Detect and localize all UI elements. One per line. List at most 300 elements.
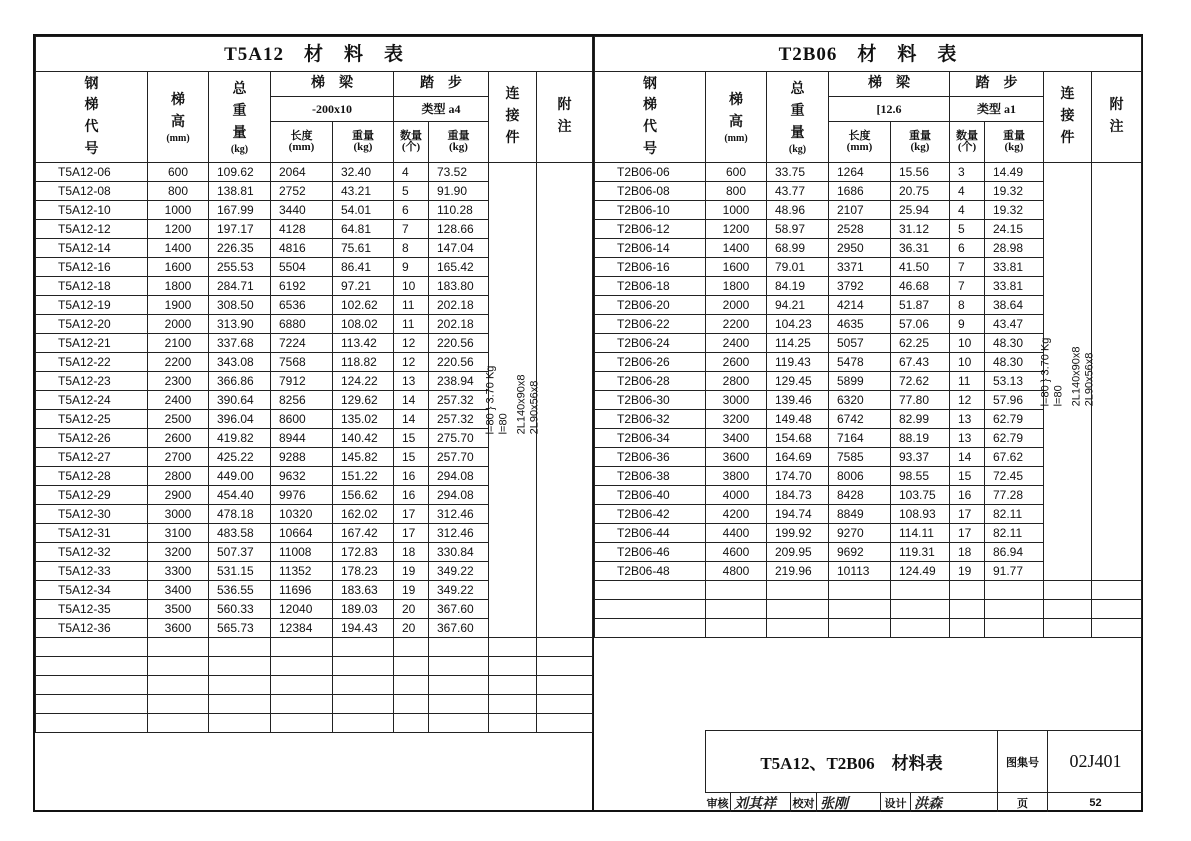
cell-qty: 19	[394, 581, 429, 600]
cell-beam_len: 7224	[271, 334, 333, 353]
cell-beam_len: 4635	[829, 315, 891, 334]
header-conn-text-char: 接	[1060, 109, 1075, 125]
cell-qty: 11	[950, 372, 985, 391]
cell-qty: 19	[394, 562, 429, 581]
cell-beam_len: 4128	[271, 220, 333, 239]
cell-beam_len: 6742	[829, 410, 891, 429]
cell-total: 560.33	[209, 600, 271, 619]
cell-total: 478.18	[209, 505, 271, 524]
cell-beam_wt: 15.56	[891, 163, 950, 182]
cell-beam_len: 8428	[829, 486, 891, 505]
header-conn-text-char: 件	[1060, 130, 1075, 146]
header-total-weight	[767, 72, 829, 163]
cell-height: 1000	[148, 201, 209, 220]
cell-code: T5A12-14	[36, 239, 148, 258]
cell-step_wt: 183.80	[429, 277, 489, 296]
page-number: 52	[1089, 796, 1102, 809]
cell-beam_wt: 183.63	[333, 581, 394, 600]
cell-code: T2B06-36	[595, 448, 706, 467]
cell-beam_len: 2064	[271, 163, 333, 182]
cell-total	[209, 695, 271, 714]
header-code-text-char: 代	[643, 120, 657, 135]
table-title: T5A12 材 料 表	[36, 37, 593, 72]
cell-height: 4800	[706, 562, 767, 581]
cell-beam_len: 2107	[829, 201, 891, 220]
cell-step_wt: 91.90	[429, 182, 489, 201]
cell-step_wt: 257.32	[429, 410, 489, 429]
cell-code: T5A12-33	[36, 562, 148, 581]
cell-height: 2200	[706, 315, 767, 334]
header-code-text-char: 梯	[84, 98, 99, 114]
header-code-text-char: 代	[84, 120, 99, 135]
cell-total: 167.99	[209, 201, 271, 220]
header-note-text	[1110, 95, 1124, 138]
cell-code: T2B06-30	[595, 391, 706, 410]
cell-height: 1200	[706, 220, 767, 239]
cell-beam_wt	[333, 638, 394, 657]
cell-height: 800	[148, 182, 209, 201]
header-connector	[489, 72, 537, 163]
cell-height: 3300	[148, 562, 209, 581]
cell-beam_wt: 36.31	[891, 239, 950, 258]
header-step: 踏 步	[950, 72, 1044, 97]
cell-qty: 14	[394, 410, 429, 429]
header-height	[148, 72, 209, 163]
title-block-title: T5A12、T2B06 材料表	[705, 730, 998, 792]
cell-beam_len: 3440	[271, 201, 333, 220]
header-beam-length	[271, 122, 333, 163]
cell-height: 3000	[706, 391, 767, 410]
cell-beam_wt: 62.25	[891, 334, 950, 353]
connector-line2: l=80	[1051, 384, 1064, 406]
cell-beam_wt: 82.99	[891, 410, 950, 429]
header-code-text-char: 钢	[643, 76, 657, 92]
header-step-weight-label: 重量	[1003, 130, 1025, 142]
cell-code: T5A12-06	[36, 163, 148, 182]
cell-code	[36, 695, 148, 714]
cell-beam_wt: 172.83	[333, 543, 394, 562]
header-height-unit: (mm)	[724, 132, 748, 144]
cell-height: 600	[148, 163, 209, 182]
cell-height: 2500	[148, 410, 209, 429]
cell-beam_wt: 46.68	[891, 277, 950, 296]
cell-beam_len	[271, 714, 333, 733]
cell-note	[537, 714, 593, 733]
cell-code: T5A12-16	[36, 258, 148, 277]
cell-note	[1092, 581, 1142, 600]
cell-code: T5A12-30	[36, 505, 148, 524]
cell-beam_wt	[333, 657, 394, 676]
cell-beam_wt: 88.19	[891, 429, 950, 448]
header-code	[595, 72, 706, 163]
cell-beam_wt: 102.62	[333, 296, 394, 315]
cell-step_wt: 82.11	[985, 505, 1044, 524]
cell-step_wt: 147.04	[429, 239, 489, 258]
cell-beam_len: 5478	[829, 353, 891, 372]
cell-step_wt	[429, 657, 489, 676]
cell-qty: 7	[950, 258, 985, 277]
header-step-weight	[429, 122, 489, 163]
cell-code: T2B06-20	[595, 296, 706, 315]
cell-code: T2B06-08	[595, 182, 706, 201]
cell-beam_wt: 151.22	[333, 467, 394, 486]
cell-qty: 17	[394, 524, 429, 543]
header-note-text-char: 附	[1109, 98, 1124, 114]
cell-code: T2B06-46	[595, 543, 706, 562]
header-conn-text	[1061, 84, 1075, 149]
cell-beam_len: 9632	[271, 467, 333, 486]
cell-height: 2100	[148, 334, 209, 353]
cell-total: 366.86	[209, 372, 271, 391]
header-step-qty-label: 数量	[400, 130, 422, 142]
cell-step_wt: 38.64	[985, 296, 1044, 315]
cell-qty: 10	[950, 353, 985, 372]
cell-height: 4600	[706, 543, 767, 562]
cell-height	[148, 714, 209, 733]
cell-qty	[950, 581, 985, 600]
cell-step_wt	[429, 695, 489, 714]
header-weight-unit: (kg)	[230, 143, 249, 155]
header-note	[537, 72, 593, 163]
header-note-text	[558, 95, 572, 138]
cell-qty	[394, 695, 429, 714]
cell-total: 308.50	[209, 296, 271, 315]
cell-total: 343.08	[209, 353, 271, 372]
cell-step_wt: 330.84	[429, 543, 489, 562]
cell-qty: 16	[394, 467, 429, 486]
cell-beam_wt: 114.11	[891, 524, 950, 543]
cell-beam_len: 7912	[271, 372, 333, 391]
cell-code	[36, 714, 148, 733]
cell-qty: 6	[950, 239, 985, 258]
review-signature: 刘其祥	[731, 793, 791, 812]
cell-code: T5A12-21	[36, 334, 148, 353]
header-beam-weight-label: 重量	[909, 130, 931, 142]
cell-beam_wt: 57.06	[891, 315, 950, 334]
cell-step_wt: 202.18	[429, 315, 489, 334]
cell-qty	[394, 676, 429, 695]
cell-total: 219.96	[767, 562, 829, 581]
cell-step_wt: 86.94	[985, 543, 1044, 562]
cell-code: T2B06-12	[595, 220, 706, 239]
cell-beam_wt: 72.62	[891, 372, 950, 391]
cell-qty	[394, 714, 429, 733]
cell-beam_len: 10320	[271, 505, 333, 524]
cell-height: 4000	[706, 486, 767, 505]
cell-code: T2B06-16	[595, 258, 706, 277]
cell-code: T2B06-48	[595, 562, 706, 581]
cell-beam_len	[271, 638, 333, 657]
cell-beam_len: 6880	[271, 315, 333, 334]
cell-total: 396.04	[209, 410, 271, 429]
table-row	[36, 676, 593, 695]
cell-beam_wt: 54.01	[333, 201, 394, 220]
cell-total: 139.46	[767, 391, 829, 410]
cell-conn	[1044, 619, 1092, 638]
cell-conn	[489, 638, 537, 657]
cell-beam_len: 8256	[271, 391, 333, 410]
table-title: T2B06 材 料 表	[595, 37, 1142, 72]
cell-step_wt: 53.13	[985, 372, 1044, 391]
cell-qty: 16	[394, 486, 429, 505]
header-code-text	[85, 74, 99, 161]
cell-beam_wt: 103.75	[891, 486, 950, 505]
header-total-weight	[209, 72, 271, 163]
cell-conn	[489, 657, 537, 676]
cell-code: T5A12-20	[36, 315, 148, 334]
cell-conn	[489, 676, 537, 695]
header-weight-text-char: 量	[790, 125, 805, 141]
cell-code: T5A12-29	[36, 486, 148, 505]
cell-total: 565.73	[209, 619, 271, 638]
cell-qty: 20	[394, 600, 429, 619]
cell-total	[209, 676, 271, 695]
cell-beam_wt: 194.43	[333, 619, 394, 638]
cell-beam_len: 8006	[829, 467, 891, 486]
cell-beam_len: 12040	[271, 600, 333, 619]
cell-qty: 4	[950, 182, 985, 201]
cell-height: 3500	[148, 600, 209, 619]
cell-beam_len: 8849	[829, 505, 891, 524]
cell-qty: 17	[394, 505, 429, 524]
cell-step_wt	[429, 638, 489, 657]
table-row	[36, 638, 593, 657]
header-connector	[1044, 72, 1092, 163]
cell-height: 4400	[706, 524, 767, 543]
cell-step_wt: 19.32	[985, 182, 1044, 201]
cell-beam_wt: 25.94	[891, 201, 950, 220]
cell-qty: 4	[394, 163, 429, 182]
header-beam-length-label: 长度	[848, 130, 871, 142]
cell-step_wt	[429, 676, 489, 695]
cell-beam_len: 9288	[271, 448, 333, 467]
cell-height: 3100	[148, 524, 209, 543]
cell-step_wt: 43.47	[985, 315, 1044, 334]
cell-qty: 15	[950, 467, 985, 486]
cell-height	[148, 657, 209, 676]
cell-beam_len: 2528	[829, 220, 891, 239]
cell-code	[595, 600, 706, 619]
cell-beam_len	[271, 657, 333, 676]
cell-code: T5A12-36	[36, 619, 148, 638]
cell-code: T5A12-18	[36, 277, 148, 296]
cell-qty: 4	[950, 201, 985, 220]
cell-code: T5A12-26	[36, 429, 148, 448]
cell-beam_wt: 189.03	[333, 600, 394, 619]
cell-beam_wt: 32.40	[333, 163, 394, 182]
atlas-number-label: 图集号	[998, 730, 1048, 792]
cell-height: 2800	[148, 467, 209, 486]
cell-beam_len: 7164	[829, 429, 891, 448]
cell-beam_wt: 167.42	[333, 524, 394, 543]
cell-total: 337.68	[209, 334, 271, 353]
cell-total: 114.25	[767, 334, 829, 353]
cell-code: T2B06-10	[595, 201, 706, 220]
header-beam-weight	[333, 122, 394, 163]
cell-beam_wt: 162.02	[333, 505, 394, 524]
cell-beam_len: 2752	[271, 182, 333, 201]
cell-qty	[950, 619, 985, 638]
connector-spec	[484, 366, 541, 435]
cell-code	[36, 676, 148, 695]
cell-height: 3600	[706, 448, 767, 467]
connector-line3: 2L140x90x8	[515, 374, 528, 435]
header-beam-weight-label: 重量	[352, 130, 374, 142]
cell-total	[209, 714, 271, 733]
cell-height: 800	[706, 182, 767, 201]
cell-code: T2B06-40	[595, 486, 706, 505]
cell-code: T5A12-32	[36, 543, 148, 562]
cell-code	[595, 581, 706, 600]
cell-beam_wt: 31.12	[891, 220, 950, 239]
header-height-unit: (mm)	[166, 132, 190, 144]
cell-step_wt: 312.46	[429, 505, 489, 524]
cell-step_wt: 33.81	[985, 277, 1044, 296]
cell-step_wt: 349.22	[429, 562, 489, 581]
cell-qty: 14	[950, 448, 985, 467]
cell-qty: 10	[950, 334, 985, 353]
cell-beam_wt: 41.50	[891, 258, 950, 277]
atlas-number: 02J401	[1048, 730, 1143, 792]
cell-beam_len: 4214	[829, 296, 891, 315]
material-table-t5a12	[35, 36, 593, 733]
cell-qty: 9	[394, 258, 429, 277]
cell-total: 194.74	[767, 505, 829, 524]
cell-beam_wt: 97.21	[333, 277, 394, 296]
design-signature: 洪森	[911, 793, 998, 812]
cell-step_wt: 349.22	[429, 581, 489, 600]
cell-beam_wt: 108.02	[333, 315, 394, 334]
header-beam: 梯 梁	[829, 72, 950, 97]
cell-height: 1900	[148, 296, 209, 315]
cell-step_wt: 220.56	[429, 353, 489, 372]
cell-total: 419.82	[209, 429, 271, 448]
header-step-spec: 类型 a1	[950, 97, 1044, 122]
cell-step_wt: 67.62	[985, 448, 1044, 467]
connector-line1: l=80 } 3.70 Kg	[1039, 337, 1052, 406]
header-weight-text-char: 重	[232, 104, 247, 120]
cell-step_wt: 72.45	[985, 467, 1044, 486]
header-height-text-char: 梯	[729, 93, 743, 109]
connector-line1: l=80 } 3.70 Kg	[484, 365, 497, 435]
cell-step_wt: 28.98	[985, 239, 1044, 258]
cell-qty: 5	[394, 182, 429, 201]
header-beam-weight-unit: (kg)	[353, 141, 373, 153]
cell-note	[537, 695, 593, 714]
cell-step_wt: 91.77	[985, 562, 1044, 581]
cell-code	[36, 657, 148, 676]
check-label: 校对	[791, 793, 817, 812]
note-cell	[537, 163, 593, 638]
cell-beam_wt: 108.93	[891, 505, 950, 524]
cell-beam_len: 8944	[271, 429, 333, 448]
cell-height: 3000	[148, 505, 209, 524]
cell-code: T2B06-14	[595, 239, 706, 258]
header-beam-length-unit: (mm)	[288, 141, 315, 153]
cell-total: 149.48	[767, 410, 829, 429]
cell-beam_len: 10664	[271, 524, 333, 543]
cell-step_wt: 257.32	[429, 391, 489, 410]
header-code-text	[643, 74, 657, 161]
cell-qty: 5	[950, 220, 985, 239]
connector-line4: 2L90x56x8	[528, 380, 541, 435]
title-block	[705, 730, 1143, 812]
header-step-qty	[950, 122, 985, 163]
design-label: 设计	[881, 793, 911, 812]
cell-total: 531.15	[209, 562, 271, 581]
cell-code: T5A12-22	[36, 353, 148, 372]
cell-total: 119.43	[767, 353, 829, 372]
cell-total: 209.95	[767, 543, 829, 562]
cell-beam_len	[829, 619, 891, 638]
cell-beam_wt: 140.42	[333, 429, 394, 448]
cell-step_wt: 367.60	[429, 619, 489, 638]
cell-total: 199.92	[767, 524, 829, 543]
cell-step_wt: 367.60	[429, 600, 489, 619]
cell-step_wt: 165.42	[429, 258, 489, 277]
header-weight-text	[233, 79, 247, 144]
cell-height: 2900	[148, 486, 209, 505]
header-code-text-char: 梯	[643, 98, 657, 114]
cell-qty: 18	[950, 543, 985, 562]
cell-code: T2B06-38	[595, 467, 706, 486]
header-weight-unit: (kg)	[788, 143, 807, 155]
cell-beam_len: 6192	[271, 277, 333, 296]
cell-qty: 7	[394, 220, 429, 239]
header-height-text-char: 高	[729, 115, 743, 130]
cell-beam_len: 1264	[829, 163, 891, 182]
cell-code: T2B06-32	[595, 410, 706, 429]
review-label: 审核	[705, 793, 731, 812]
cell-height: 3400	[148, 581, 209, 600]
cell-qty: 13	[950, 429, 985, 448]
header-beam-spec: -200x10	[271, 97, 394, 122]
cell-height: 1000	[706, 201, 767, 220]
cell-total: 507.37	[209, 543, 271, 562]
header-height-text-char: 梯	[171, 93, 185, 109]
cell-beam_wt: 156.62	[333, 486, 394, 505]
header-weight-text-char: 重	[790, 104, 805, 120]
cell-total	[767, 581, 829, 600]
cell-code: T2B06-42	[595, 505, 706, 524]
cell-code: T5A12-12	[36, 220, 148, 239]
cell-total: 164.69	[767, 448, 829, 467]
header-code-text-char: 号	[643, 141, 657, 157]
header-code-text-char: 号	[84, 141, 99, 157]
header-conn-text-char: 件	[505, 130, 520, 146]
cell-total: 184.73	[767, 486, 829, 505]
cell-total: 390.64	[209, 391, 271, 410]
cell-code: T5A12-10	[36, 201, 148, 220]
cell-step_wt: 19.32	[985, 201, 1044, 220]
cell-height	[706, 600, 767, 619]
cell-height: 1800	[706, 277, 767, 296]
cell-qty: 14	[394, 391, 429, 410]
connector-cell	[484, 163, 541, 638]
cell-code: T5A12-25	[36, 410, 148, 429]
cell-beam_wt: 98.55	[891, 467, 950, 486]
cell-beam_wt: 129.62	[333, 391, 394, 410]
header-conn-text	[506, 84, 520, 149]
cell-beam_len: 11008	[271, 543, 333, 562]
header-height-text	[171, 90, 185, 133]
cell-total: 154.68	[767, 429, 829, 448]
cell-beam_wt	[333, 676, 394, 695]
cell-beam_len: 11352	[271, 562, 333, 581]
cell-code	[595, 619, 706, 638]
cell-beam_len	[829, 581, 891, 600]
cell-qty: 12	[394, 334, 429, 353]
